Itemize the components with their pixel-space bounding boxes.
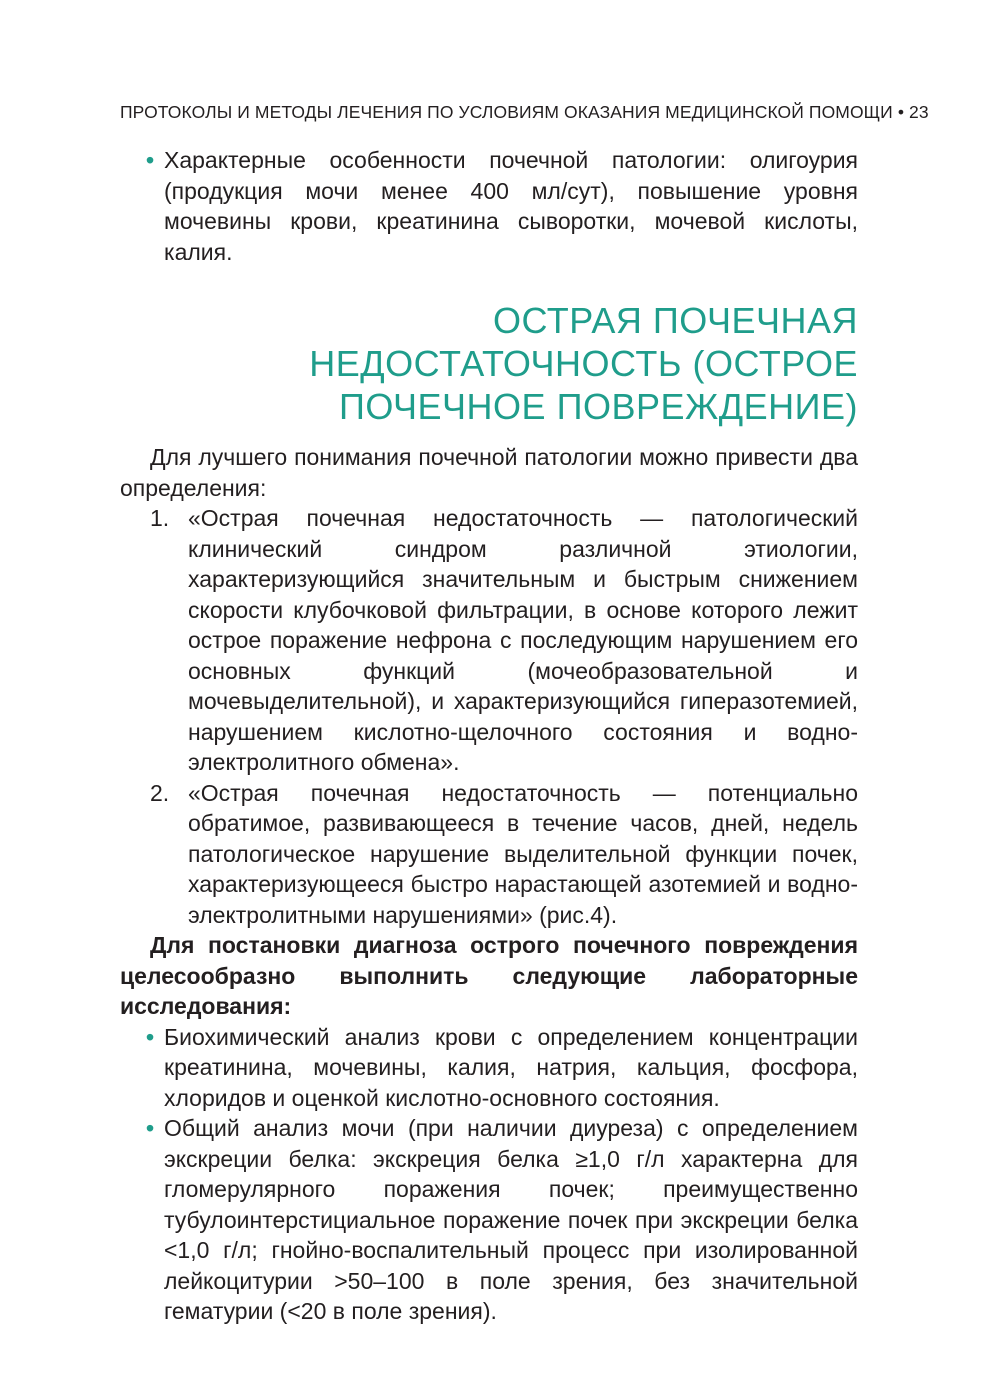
definitions-intro: Для лучшего понимания почечной патологии можно привести два определения: (120, 444, 858, 501)
lab-tests-list (120, 1022, 858, 1327)
running-header: ПРОТОКОЛЫ И МЕТОДЫ ЛЕЧЕНИЯ ПО УСЛОВИЯМ ОКАЗАНИЯ МЕДИЦИНСКОЙ ПОМОЩИ • 23 (120, 102, 929, 122)
bullet-icon: • (146, 1115, 155, 1141)
lab-item-text: Общий анализ мочи (при наличии диуреза) с определением экскреции белка: экскреция белка ≥1,0 г/л характерна для гломерулярного поражения почек; преимущественно тубулоинтерстициальное поражение почек при экскреции белка <1,0 г/л; гнойно-воспалительный процесс при изолированной лейкоцитурии >50–100 в поле зрения, без значительной гематурии (<20 в поле зрения). (164, 1115, 858, 1324)
bullet-icon: • (146, 147, 155, 173)
list-number: 1. (150, 505, 170, 531)
section-title-line: НЕДОСТАТОЧНОСТЬ (ОСТРОЕ (309, 343, 858, 384)
definitions-list (120, 503, 858, 930)
list-item (120, 503, 858, 778)
list-item (120, 1022, 858, 1114)
bullet-icon: • (146, 1023, 155, 1050)
page-content (120, 145, 858, 1327)
list-number: 2. (150, 779, 170, 806)
lab-heading: Для постановки диагноза острого почечного повреждения целесообразно выполнить следующие лабораторные исследования: (120, 932, 858, 1019)
section-title-line: ПОЧЕЧНОЕ ПОВРЕЖДЕНИЕ) (338, 386, 858, 427)
intro-bullet-list (120, 145, 858, 267)
bullet-text: Характерные особенности почечной патологии: олигоурия (продукция мочи менее 400 мл/сут), повышение уровня мочевины крови, креатинина сыворотки, мочевой кислоты, калия. (164, 147, 858, 265)
section-title (120, 299, 858, 428)
definition-text: «Острая почечная недостаточность — потенциально обратимое, развивающееся в течение часов, дней, недель патологическое нарушение выделительной функции почек, характеризующееся быстро нарастающей азотемией и водно-электролитными нарушениями» (рис.4). (188, 779, 858, 928)
lab-item-text: Биохимический анализ крови с определением концентрации креатинина, мочевины, калия, натрия, кальция, фосфора, хлоридов и оценкой кислотно-основного состояния. (164, 1023, 858, 1111)
list-item (120, 1113, 858, 1327)
list-item (120, 145, 858, 267)
definition-text: «Острая почечная недостаточность — патологический клинический синдром различной этиологии, характеризующийся значительным и быстрым снижением скорости клубочковой фильтрации, в основе которого лежит острое поражение нефрона с последующим нарушением его основных функций (мочеобразовательной и мочевыделительной), и характеризующийся гиперазотемией, нарушением кислотно-щелочного состояния и водно-электролитного обмена». (188, 505, 858, 775)
list-item (120, 778, 858, 931)
section-title-line: ОСТРАЯ ПОЧЕЧНАЯ (492, 300, 858, 341)
